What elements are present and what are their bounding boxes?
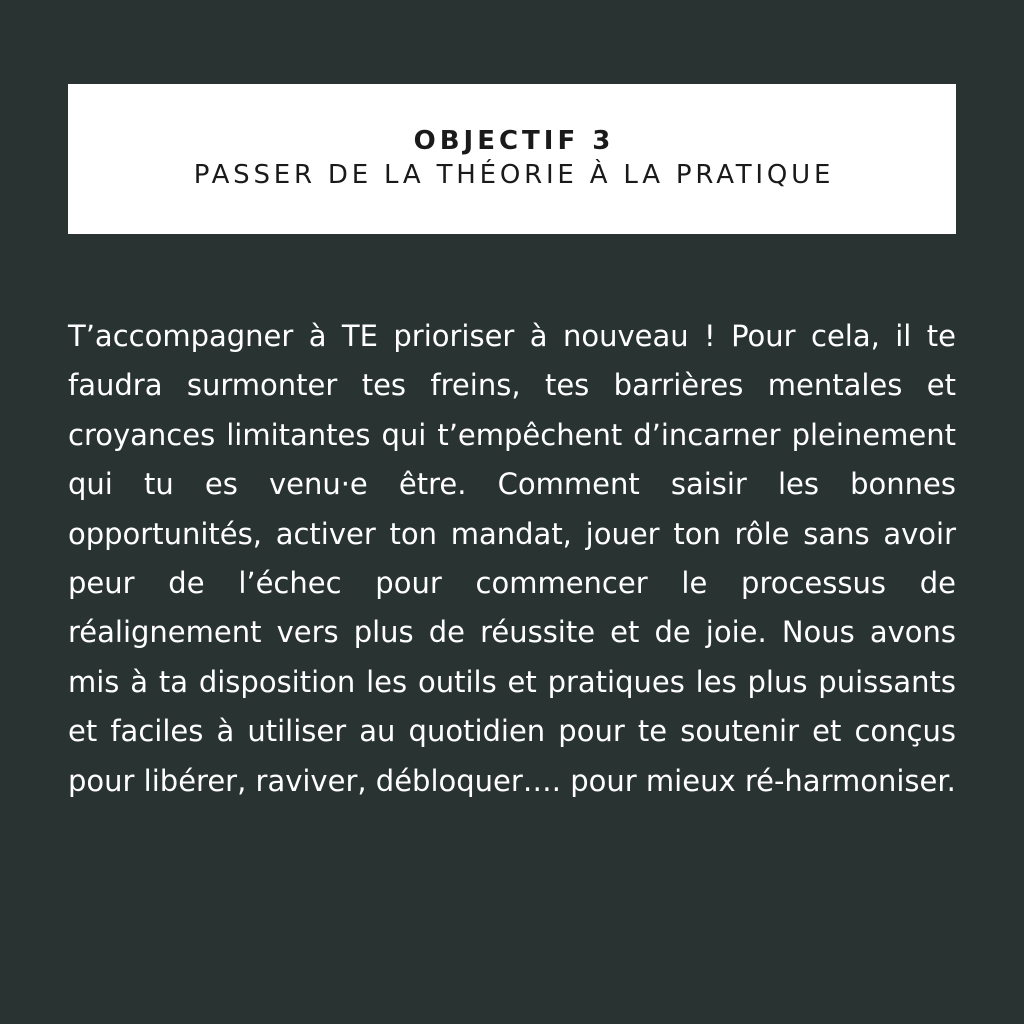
objective-title: OBJECTIF 3 bbox=[413, 125, 615, 156]
header-box bbox=[68, 84, 956, 234]
body-paragraph: T’accompagner à TE prioriser à nouveau ! Pour cela, il te faudra surmonter tes freins, tes barrières mentales et croyances limitantes qui t’empêchent d’incarner pleinement qui tu es venu·e être. Comment saisir les bonnes opportunités, activer ton mandat, jouer ton rôle sans avoir peur de l’échec pour commencer le processus de réalignement vers plus de réussite et de joie. Nous avons mis à ta disposition les outils et pratiques les plus puissants et faciles à utiliser au quotidien pour te soutenir et conçus pour libérer, raviver, débloquer…. pour mieux ré-harmoniser. bbox=[68, 319, 956, 798]
objective-subtitle: PASSER DE LA THÉORIE À LA PRATIQUE bbox=[193, 160, 835, 191]
